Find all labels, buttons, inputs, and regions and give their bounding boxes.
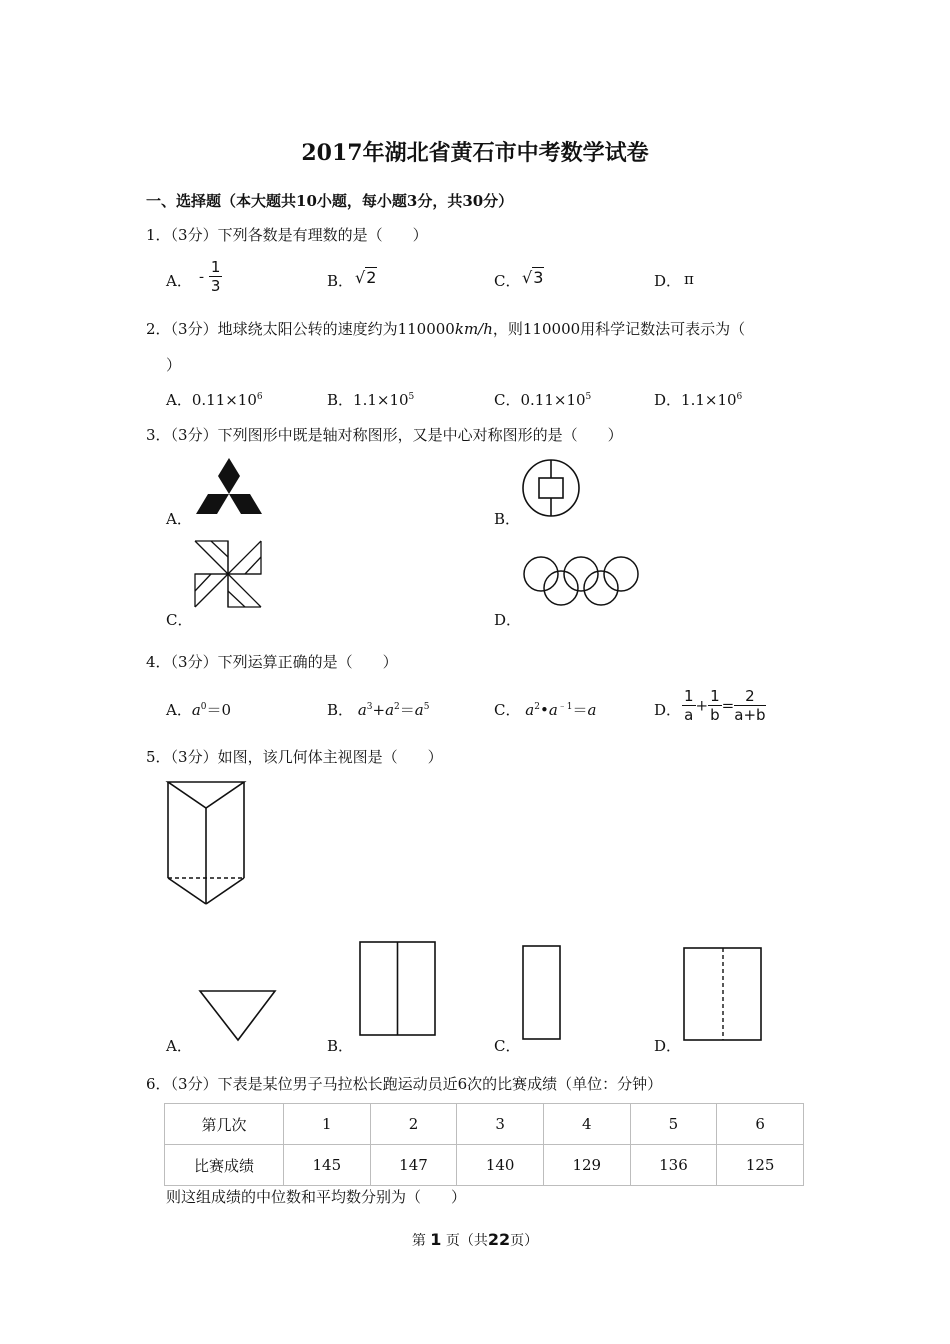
exponent: 2 [394,702,400,712]
narrow-rectangle-view-figure [521,944,563,1042]
exponent: 2 [534,702,540,712]
exponent: 6 [256,392,263,402]
q4-option-c [494,699,596,720]
q2-option-a [166,389,263,410]
footer-text: 页） [510,1233,539,1249]
question-3-stem: 3．（3分）下列图形中既是轴对称图形，又是中心对称图形的是（ ） [146,426,623,444]
denominator: 3 [210,277,221,295]
triangular-prism-figure [166,780,248,908]
paper-title: 2017年湖北省黄石市中考数学试卷 [301,140,649,166]
question-1-stem: 1．（3分）下列各数是有理数的是（ ） [146,226,428,244]
q5-option-b-label: B． [327,1037,354,1055]
option-label: B． [327,391,354,409]
question-6-stem: 6．（3分）下表是某位男子马拉松长跑运动员近6次的比赛成绩（单位：分钟） [146,1075,663,1093]
denominator: b [710,706,720,724]
exponent: 6 [736,392,743,402]
q3-option-d-label: D． [494,611,522,629]
numerator: 1 [710,687,720,705]
option-label: C． [494,391,521,409]
q2-unit: km/h [454,320,493,338]
table-cell: 145 [284,1145,371,1186]
split-rectangle-view-figure [358,940,438,1038]
radicand: 3 [533,268,544,287]
question-2-stem [146,318,745,339]
table-cell: 3 [457,1104,544,1145]
mitsubishi-figure [194,456,264,518]
operator: + [695,696,709,715]
radical-sign: √ [355,268,366,287]
question-5-stem: 5．（3分）如图，该几何体主视图是（ ） [146,748,443,766]
q2-option-c [494,389,591,410]
table-cell: 125 [717,1145,804,1186]
q4-option-d-equation [682,687,766,724]
q3-option-b-label: B． [494,510,521,528]
triangle-view-figure [198,988,278,1044]
q1-option-a-label: A． [166,272,192,290]
q1-option-c-sqrt [522,268,544,287]
q1-option-c-label: C． [494,272,521,290]
numerator: 1 [210,258,221,276]
exponent: 0 [200,702,207,712]
radical-sign: √ [522,268,533,287]
table-cell: 140 [457,1145,544,1186]
operator: ＝ [399,701,415,719]
variable: a [587,701,597,719]
section-heading: 一、选择题（本大题共10小题，每小题3分，共30分） [146,192,514,210]
q2-option-b [327,389,414,410]
fraction [682,687,696,724]
exponent: 5 [408,392,415,402]
question-2-stem-close: ） [166,356,182,374]
fraction-one-third [209,258,223,295]
option-label: B． [327,701,354,719]
radicand: 2 [366,268,377,287]
pinwheel-figure [193,539,263,609]
minus-sign: - [199,267,205,286]
option-label: D． [654,391,682,409]
variable: a [414,701,424,719]
exponent: ﹣1 [557,702,573,712]
denominator: a [684,706,694,724]
numerator: 2 [734,687,765,706]
q2-stem-part: ，则110000用科学记数法可表示为（ [492,320,746,338]
variable: a [357,701,367,719]
table-row [165,1145,804,1186]
q3-option-c-label: C． [166,611,193,629]
table-cell: 比赛成绩 [165,1145,284,1186]
table-cell: 136 [630,1145,717,1186]
q4-option-a [166,699,231,720]
q2-option-d [654,389,742,410]
fraction [708,687,722,724]
table-cell: 第几次 [165,1104,284,1145]
q5-option-a-label: A． [166,1037,192,1055]
footer-text: 第 [411,1233,426,1249]
option-value: 1.1×10 [681,391,737,409]
exponent: 3 [366,702,373,712]
denominator: a+b [734,706,766,724]
variable: a [548,701,558,719]
table-cell: 2 [370,1104,457,1145]
option-value: 0.11×10 [520,391,586,409]
q1-option-d-pi: π [684,270,694,288]
option-label: A． [166,391,192,409]
expression-rest: ＝0 [206,701,232,719]
table-cell: 5 [630,1104,717,1145]
q4-option-b [327,699,429,720]
q3-option-a-label: A． [166,510,192,528]
q1-option-a [199,258,222,295]
dashed-rectangle-view-figure [682,946,764,1042]
page-footer [0,1230,950,1250]
exponent: 5 [423,702,430,712]
operator: • [539,701,549,719]
table-cell: 147 [370,1145,457,1186]
score-table [164,1103,804,1186]
operator: = [721,696,735,715]
coin-figure [520,457,582,519]
q5-option-d-label: D． [654,1037,682,1055]
variable: a [525,701,535,719]
q1-option-b-sqrt [355,268,377,287]
variable: a [385,701,395,719]
operator: ＝ [572,701,588,719]
question-6-followup: 则这组成绩的中位数和平均数分别为（ ） [166,1188,467,1206]
q1-option-d-label: D． [654,272,682,290]
table-header-row [165,1104,804,1145]
total-pages: 22 [487,1230,511,1249]
olympic-rings-figure [521,555,641,609]
exponent: 5 [585,392,592,402]
q4-option-d-label: D． [654,701,682,719]
question-4-stem: 4．（3分）下列运算正确的是（ ） [146,653,398,671]
variable: a [191,701,201,719]
table-cell: 129 [543,1145,630,1186]
q2-stem-part: 2．（3分）地球绕太阳公转的速度约为110000 [146,320,455,338]
operator: + [372,701,386,719]
numerator: 1 [684,687,694,705]
page-number: 1 [430,1230,442,1249]
table-cell: 6 [717,1104,804,1145]
footer-text: 页（共 [445,1233,488,1249]
option-label: C． [494,701,521,719]
table-cell: 4 [543,1104,630,1145]
q1-option-b-label: B． [327,272,354,290]
table-cell: 1 [284,1104,371,1145]
option-label: A． [166,701,192,719]
q5-option-c-label: C． [494,1037,521,1055]
option-value: 1.1×10 [353,391,409,409]
fraction [734,687,765,724]
option-value: 0.11×10 [191,391,257,409]
